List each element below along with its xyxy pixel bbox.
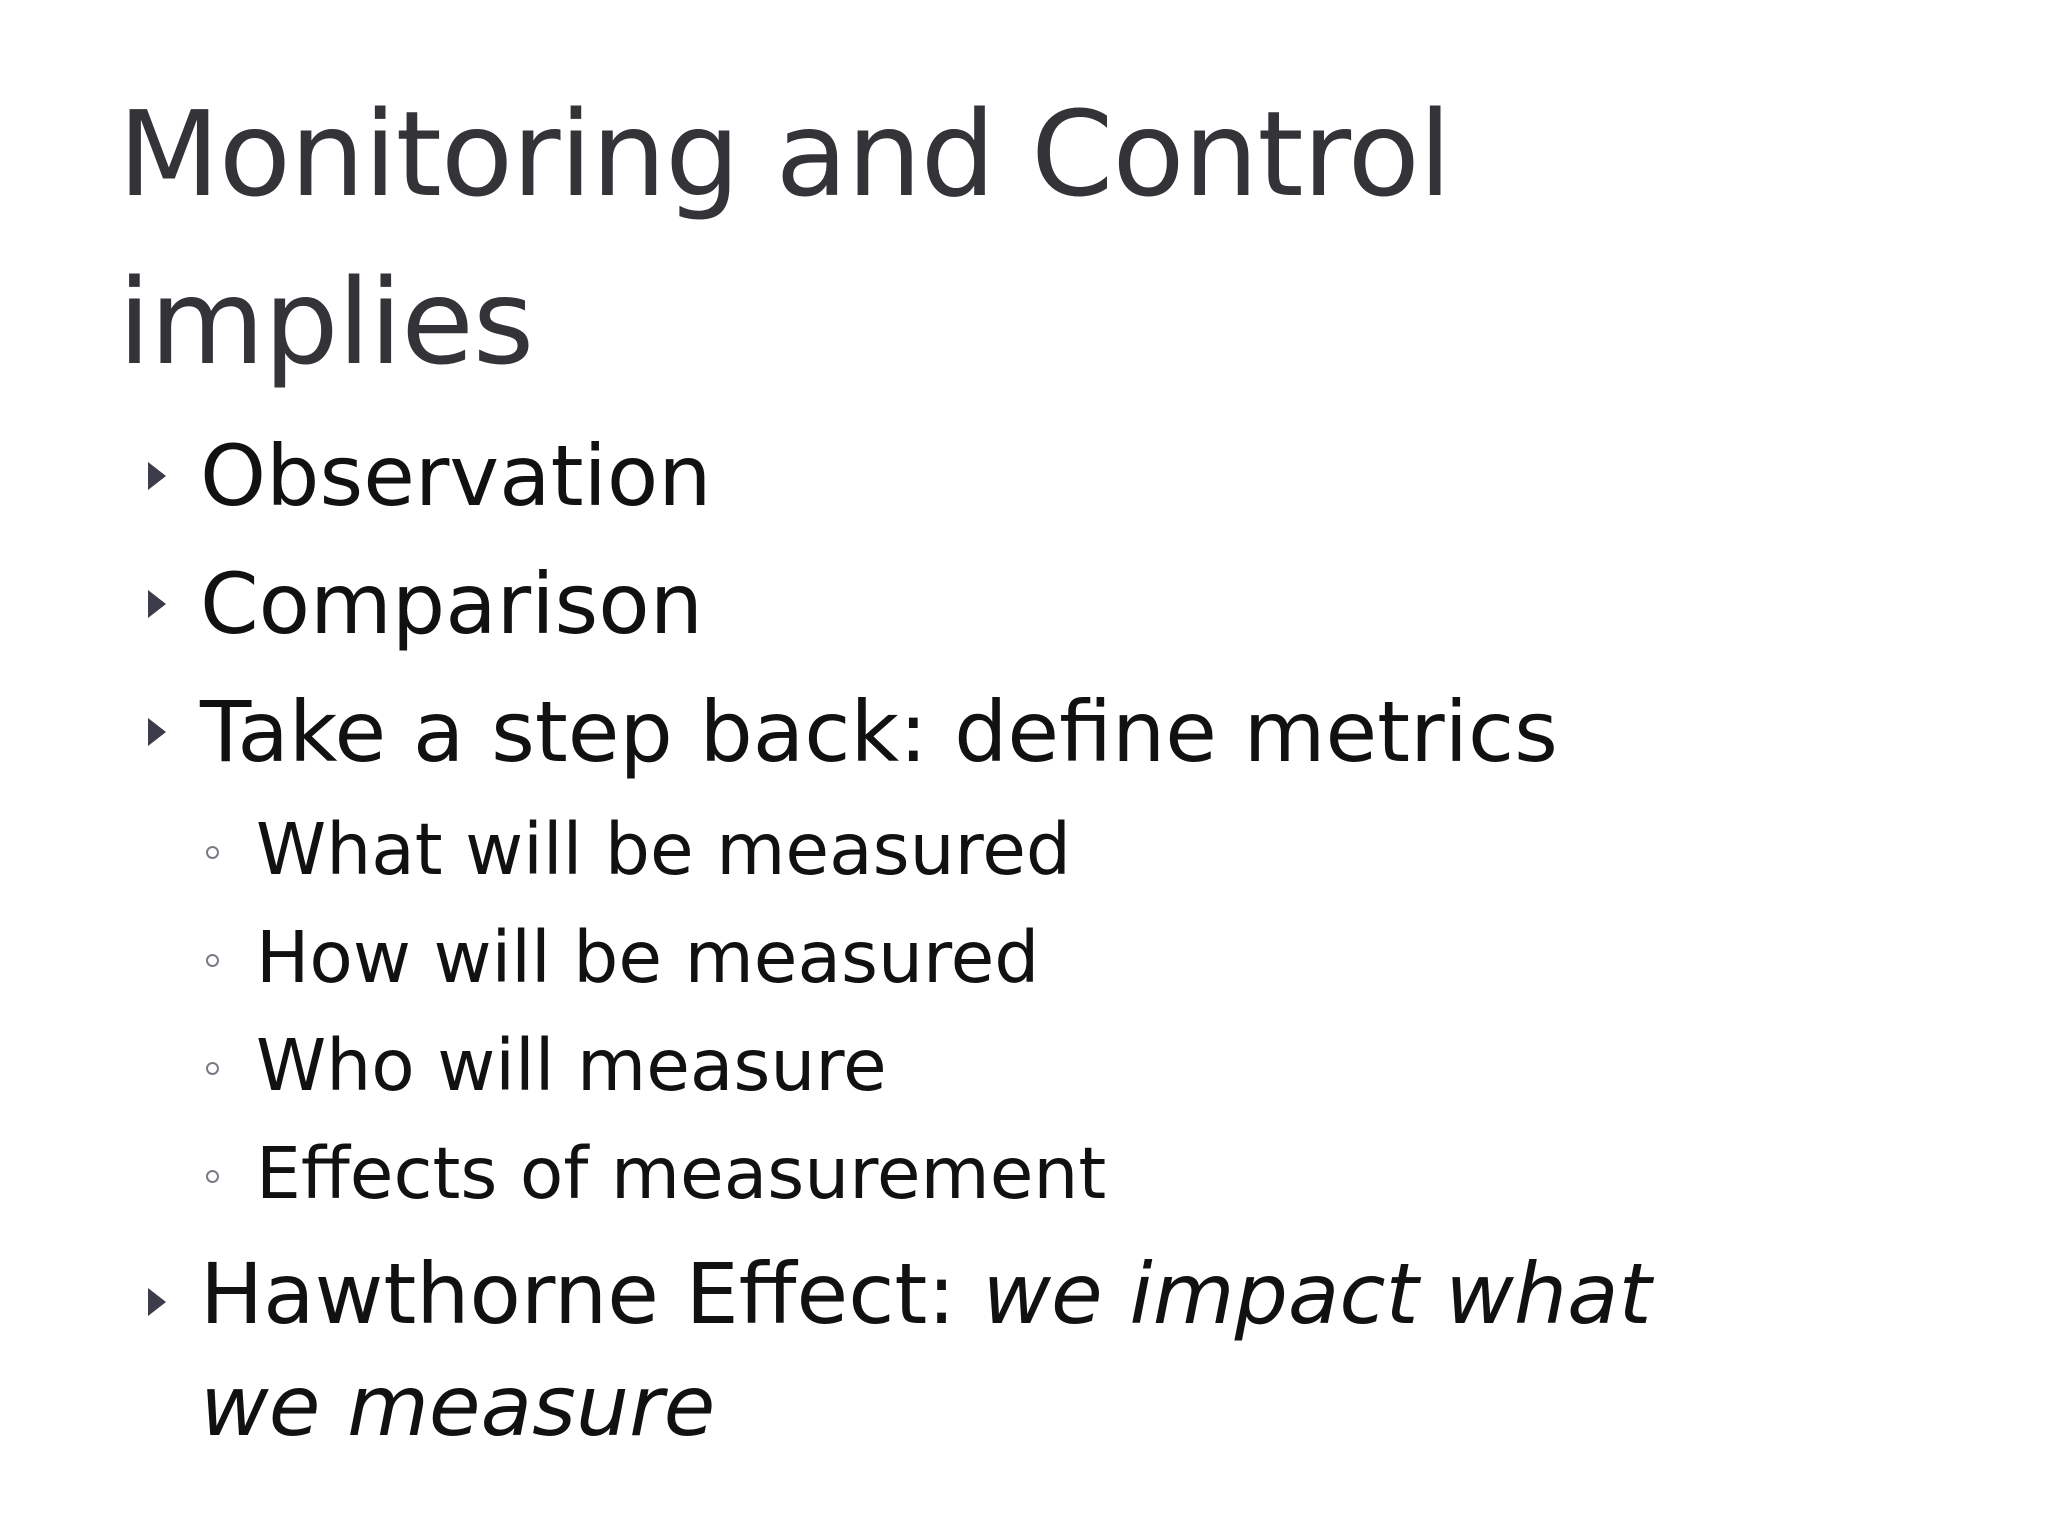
bullet-item bbox=[138, 1238, 1698, 1462]
bullet-item bbox=[138, 412, 1698, 540]
hollow-circle-icon bbox=[206, 1062, 219, 1075]
sub-bullet-list bbox=[200, 796, 1698, 1228]
sub-bullet-text: How will be measured bbox=[256, 916, 1040, 999]
sub-bullet-item bbox=[200, 904, 1698, 1012]
bullet-text: Comparison bbox=[200, 555, 703, 653]
triangle-right-icon bbox=[148, 590, 166, 618]
hollow-circle-icon bbox=[206, 954, 219, 967]
sub-bullet-text: Effects of measurement bbox=[256, 1132, 1107, 1215]
bullet-text: Hawthorne Effect: bbox=[200, 1245, 983, 1343]
bullet-list bbox=[138, 412, 1698, 1462]
bullet-text: Observation bbox=[200, 427, 712, 525]
sub-bullet-item bbox=[200, 1012, 1698, 1120]
sub-bullet-text: Who will measure bbox=[256, 1024, 887, 1107]
hollow-circle-icon bbox=[206, 1170, 219, 1183]
sub-bullet-item bbox=[200, 796, 1698, 904]
bullet-item bbox=[138, 540, 1698, 668]
bullet-emphasis-text: we impact what we measure bbox=[200, 1245, 1652, 1455]
sub-bullet-item bbox=[200, 1120, 1698, 1228]
hollow-circle-icon bbox=[206, 846, 219, 859]
triangle-right-icon bbox=[148, 1288, 166, 1316]
slide-title: Monitoring and Control implies bbox=[118, 85, 1451, 391]
triangle-right-icon bbox=[148, 718, 166, 746]
sub-bullet-text: What will be measured bbox=[256, 808, 1071, 891]
triangle-right-icon bbox=[148, 462, 166, 490]
bullet-text: Take a step back: define metrics bbox=[200, 683, 1558, 781]
bullet-item bbox=[138, 668, 1698, 1228]
